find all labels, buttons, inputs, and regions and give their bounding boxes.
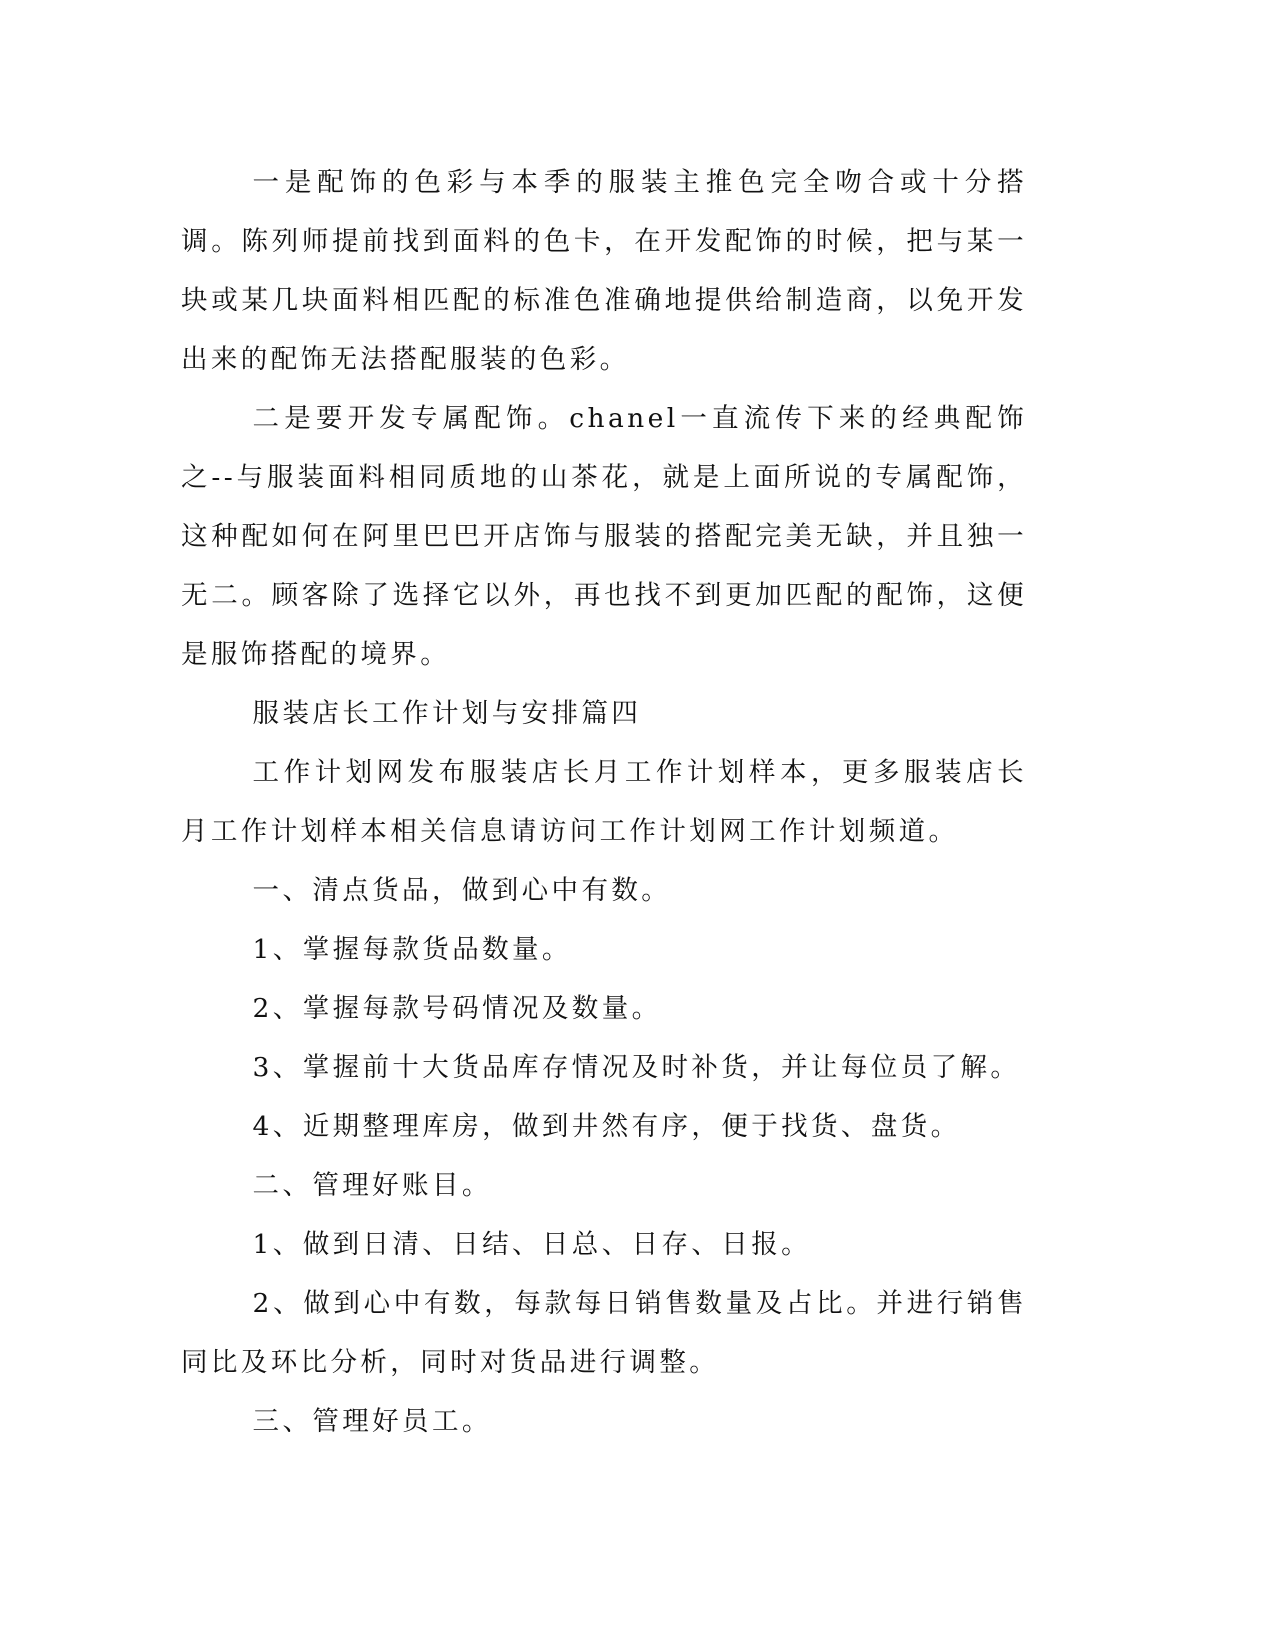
heading-inventory: 一、清点货品，做到心中有数。 bbox=[252, 875, 672, 906]
list-item: 4、近期整理库房，做到井然有序，便于找货、盘货。 bbox=[252, 1111, 961, 1142]
document-body bbox=[181, 153, 1027, 1451]
list-item: 1、做到日清、日结、日总、日存、日报。 bbox=[252, 1229, 812, 1260]
section-heading-part-four: 服装店长工作计划与安排篇四 bbox=[252, 698, 642, 729]
heading-staff: 三、管理好员工。 bbox=[252, 1406, 492, 1437]
paragraph-accessory-color: 一是配饰的色彩与本季的服装主推色完全吻合或十分搭调。陈列师提前找到面料的色卡，在开发配饰的时候，把与某一块或某几块面料相匹配的标准色准确地提供给制造商，以免开发出来的配饰无法搭配服装的色彩。 bbox=[181, 167, 1027, 375]
list-item: 1、掌握每款货品数量。 bbox=[252, 934, 572, 965]
list-item: 2、做到心中有数，每款每日销售数量及占比。并进行销售同比及环比分析，同时对货品进行调整。 bbox=[181, 1288, 1027, 1378]
paragraph-intro: 工作计划网发布服装店长月工作计划样本，更多服装店长月工作计划样本相关信息请访问工作计划网工作计划频道。 bbox=[181, 757, 1027, 847]
list-item: 3、掌握前十大货品库存情况及时补货，并让每位员了解。 bbox=[252, 1052, 1021, 1083]
heading-accounts: 二、管理好账目。 bbox=[252, 1170, 492, 1201]
paragraph-exclusive-accessory: 二是要开发专属配饰。chanel一直流传下来的经典配饰之--与服装面料相同质地的山茶花，就是上面所说的专属配饰，这种配如何在阿里巴巴开店饰与服装的搭配完美无缺，并且独一无二。顾客除了选择它以外，再也找不到更加匹配的配饰，这便是服饰搭配的境界。 bbox=[181, 403, 1027, 670]
list-item: 2、掌握每款号码情况及数量。 bbox=[252, 993, 662, 1024]
